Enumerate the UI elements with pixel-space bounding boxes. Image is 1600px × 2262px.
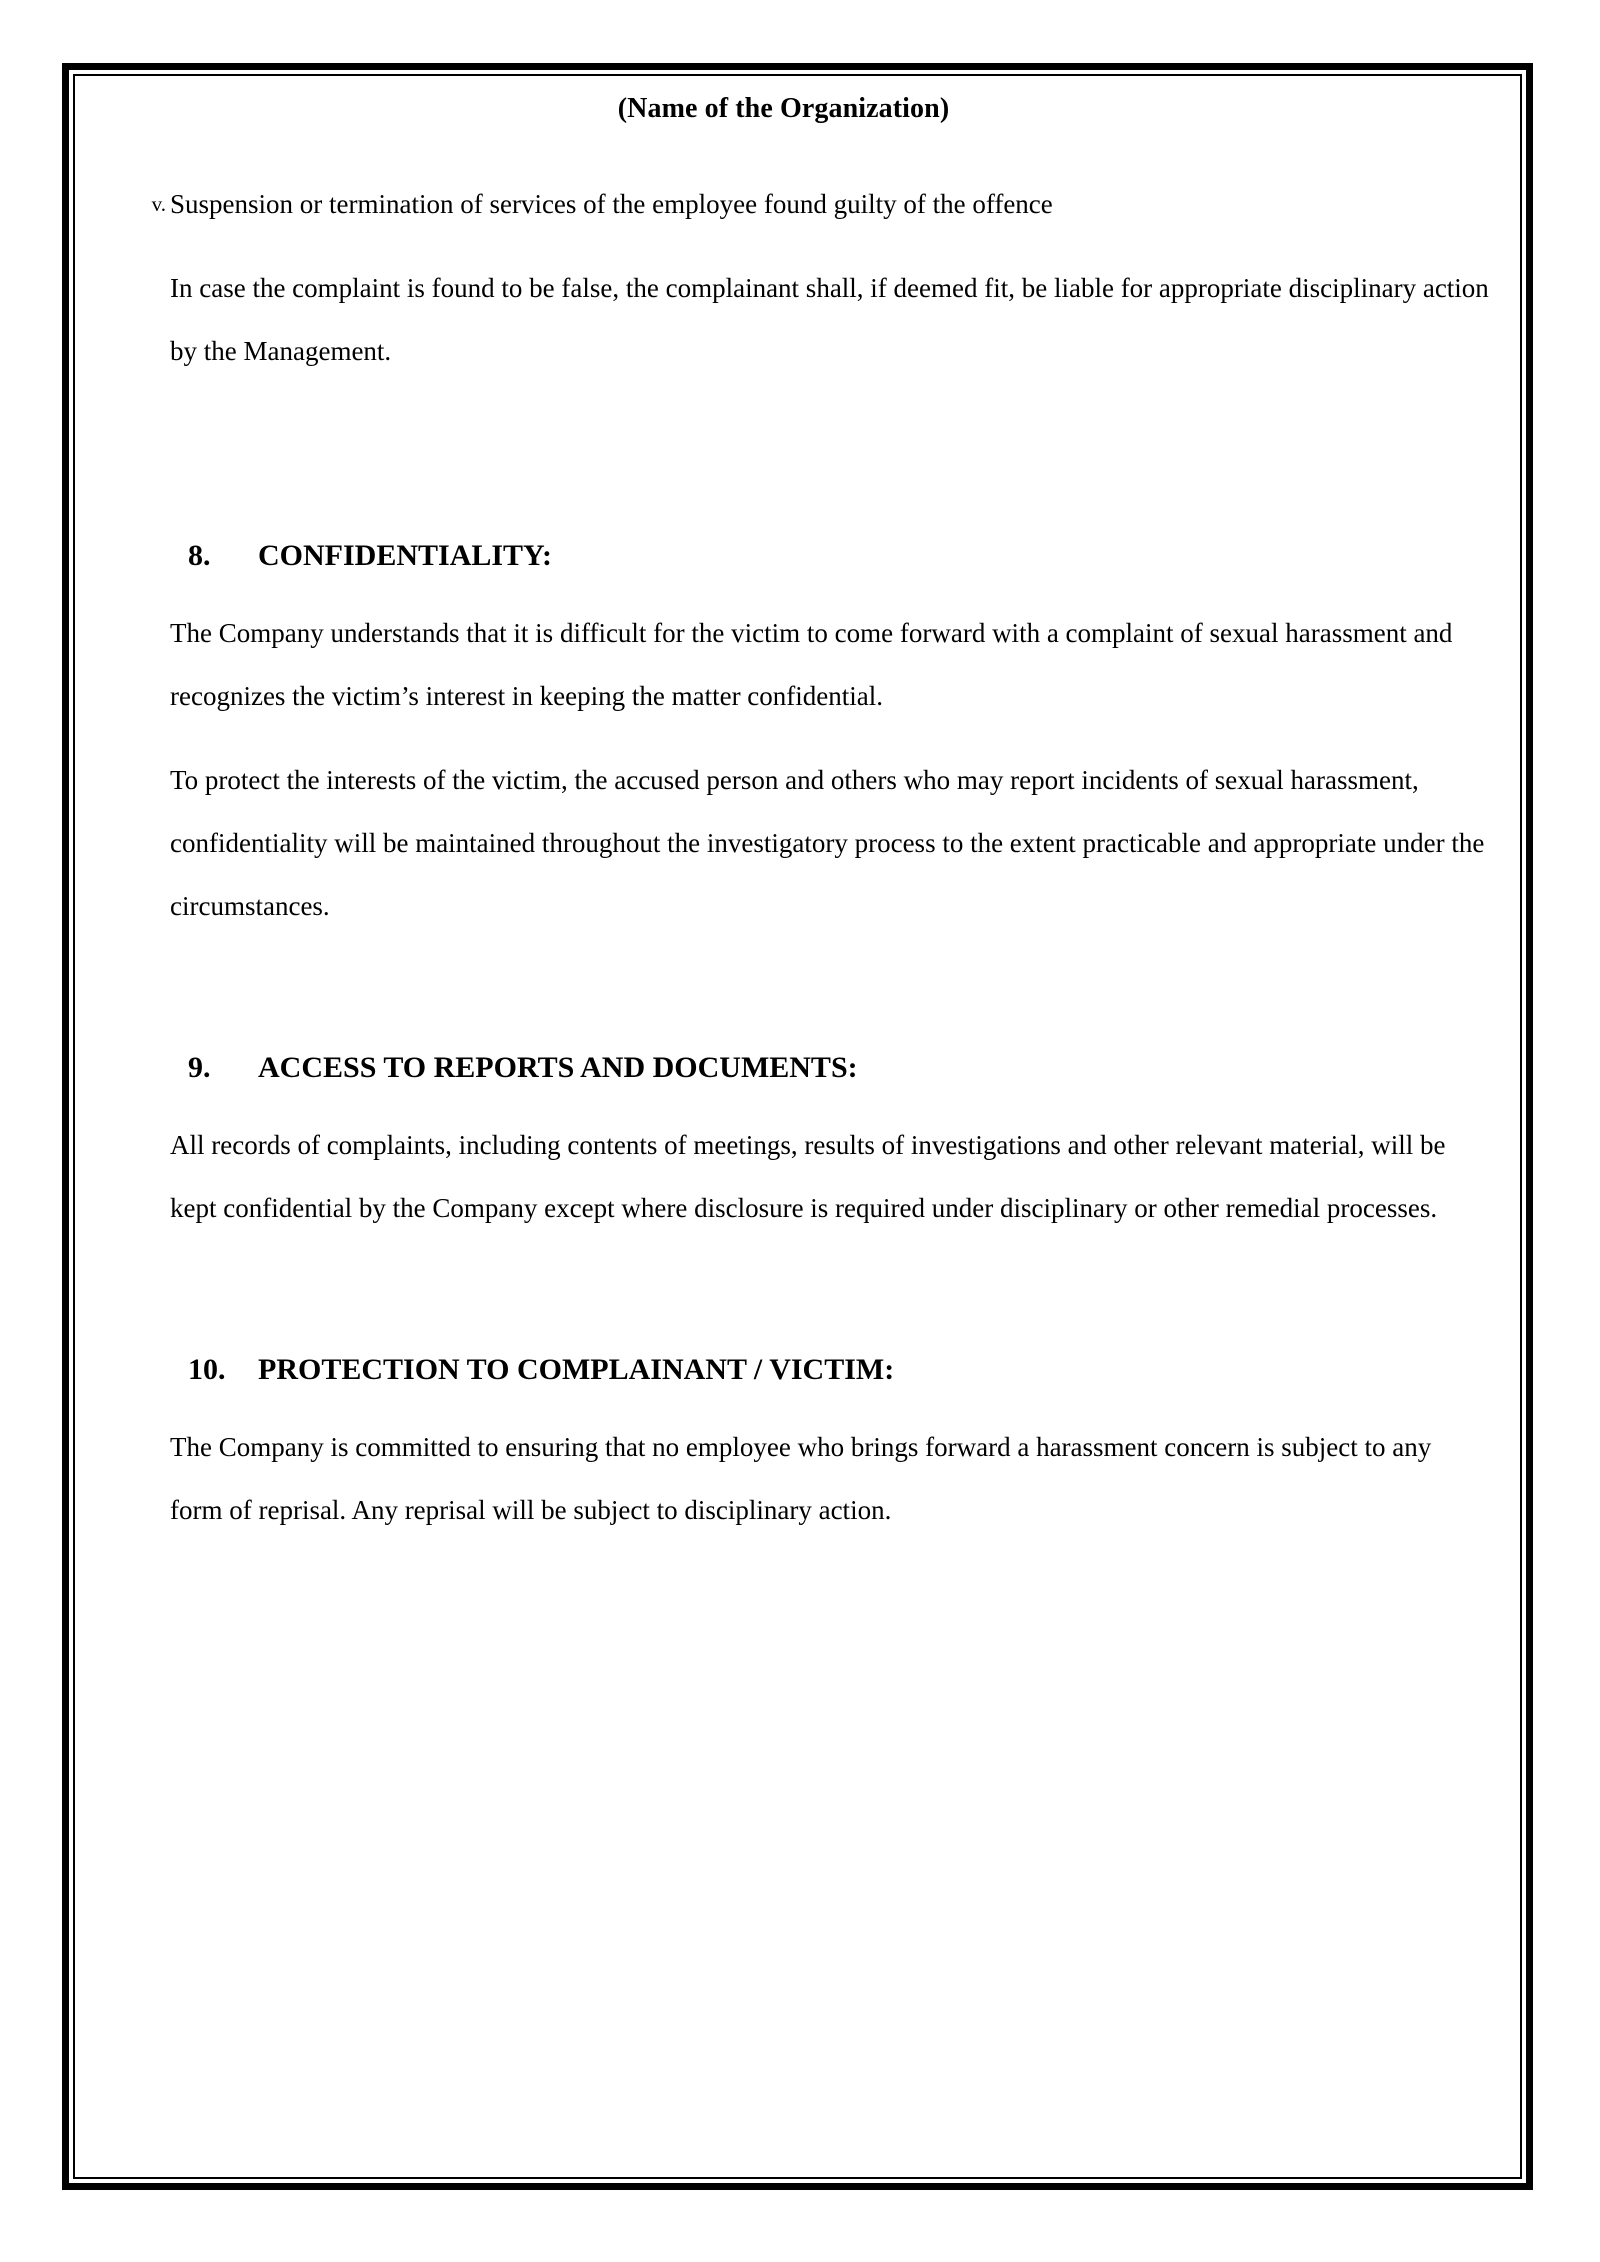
intro-paragraph: In case the complaint is found to be false, the complainant shall, if deemed fit, be liable for appropriate disciplinary action by the Management. [170,273,1489,366]
section-10-paragraph-1: The Company is committed to ensuring that no employee who brings forward a harassment concern is subject to any form of reprisal. Any reprisal will be subject to disciplinary action. [170,1432,1432,1525]
section-heading-9 [80,1048,1515,1088]
section-heading-8 [80,536,1515,576]
section-title-8: CONFIDENTIALITY: [258,539,552,572]
section-title-9: ACCESS TO REPORTS AND DOCUMENTS: [258,1051,858,1084]
section-8-paragraph-2: To protect the interests of the victim, the accused person and others who may report incidents of sexual harassment, confidentiality will be maintained throughout the investigatory process to the extent practicable and appropriate under the circumstances. [170,765,1485,921]
list-item [80,173,1515,236]
section-number-8: 8. [188,539,211,572]
document-header-title: (Name of the Organization) [617,93,950,124]
roman-numeral-list [80,173,1515,236]
section-9-paragraph-1: All records of complaints, including contents of meetings, results of investigations and other relevant material, will be kept confidential by the Company except where disclosure is required under disciplinary or other remedial processes. [170,1130,1446,1223]
section-number-9: 9. [188,1051,211,1084]
list-item-marker: v. [151,192,166,216]
section-title-10: PROTECTION TO COMPLAINANT / VICTIM: [258,1353,895,1386]
section-8-paragraph-1: The Company understands that it is difficult for the victim to come forward with a complaint of sexual harassment and recognizes the victim’s interest in keeping the matter confidential. [170,618,1453,711]
section-heading-10 [80,1350,1515,1390]
section-number-10: 10. [188,1353,226,1386]
list-item-text: Suspension or termination of services of the employee found guilty of the offence [170,189,1053,219]
document-content [80,80,1515,2175]
section-spacer [80,383,1515,439]
